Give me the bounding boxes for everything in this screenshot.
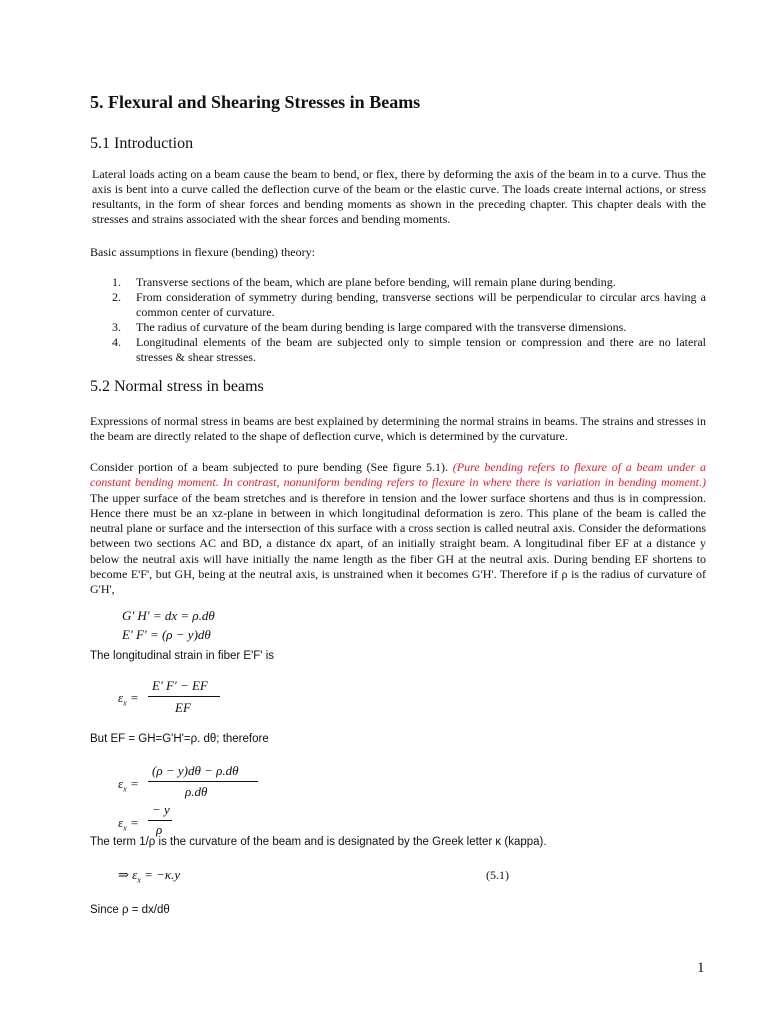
equation-strain-lhs: $\varepsilon_x$ = <box>118 690 139 708</box>
fraction-bar <box>148 781 258 782</box>
assumption-text: Transverse sections of the beam, which are plane before bending, will remain plane during bending. <box>136 275 616 289</box>
assumption-text: Longitudinal elements of the beam are subjected only to simple tension or compression and there are no lateral stresses & shear stresses. <box>136 335 706 364</box>
assumption-item <box>92 320 706 335</box>
equation-5-lhs: $\varepsilon_x$ = <box>118 815 139 833</box>
pure-bending-note: (Pure bending refers to flexure of a beam under a constant bending moment. In contrast, nonuniform bending refers to flexure in where there is variation in bending moment.) <box>90 460 706 490</box>
equation-5-numerator: − y <box>152 802 170 817</box>
equation-number-5-1: (5.1) <box>486 868 509 882</box>
page-title: 5. Flexural and Shearing Stresses in Beams <box>90 92 421 112</box>
assumption-text: The radius of curvature of the beam during bending is large compared with the transverse dimensions. <box>136 320 627 334</box>
page-number: 1 <box>697 960 705 976</box>
assumption-number: 1. <box>112 275 121 289</box>
assumption-item <box>92 335 706 365</box>
fraction-bar <box>148 820 172 821</box>
equation-5-denominator: ρ <box>156 822 163 837</box>
introduction-paragraph: Lateral loads acting on a beam cause the beam to bend, or flex, there by deforming the axis of the beam in to a curve. Thus the axis is bent into a curve called the deflection curve of the beam or the elastic curve. The loads create internal actions, or stress resultants, in the form of shear forces and bending moments as shown in the preceding chapter. This chapter deals with the stresses and strains associated with the shear forces and bending moments. <box>92 167 706 226</box>
assumptions-intro: Basic assumptions in flexure (bending) theory: <box>90 245 315 259</box>
assumption-item <box>92 290 706 320</box>
section-heading-normal-stress: 5.2 Normal stress in beams <box>90 378 264 395</box>
fraction-bar <box>148 696 220 697</box>
assumption-number: 2. <box>112 290 121 304</box>
equation-ef: E' F' = (ρ − y)dθ <box>122 627 211 642</box>
equation-gh: G' H' = dx = ρ.dθ <box>122 608 215 623</box>
normal-stress-paragraph-2 <box>90 460 706 598</box>
strain-text: The longitudinal strain in fiber E'F' is <box>90 650 275 662</box>
equation-4-lhs: $\varepsilon_x$ = <box>118 776 139 794</box>
normal-stress-paragraph-1: Expressions of normal stress in beams are best explained by determining the normal strains in beams. The strains and stresses in the beam are directly related to the shape of deflection curve, which is determined by the curvature. <box>90 414 706 443</box>
paragraph-2-start: Consider portion of a beam subjected to pure bending (See figure 5.1). <box>90 460 453 474</box>
assumption-item <box>92 275 706 290</box>
since-text: Since ρ = dx/dθ <box>90 904 170 916</box>
section-heading-introduction: 5.1 Introduction <box>90 135 194 152</box>
paragraph-2-rest: The upper surface of the beam stretches and is therefore in tension and the lower surface shortens and thus is in compression. Hence there must be an xz-plane in between in which longitudinal deformation is zero. This plane of the beam is called the neutral plane or surface and the intersection of this surface with a cross section is called neutral axis. Consider the deformations between two sections AC and BD, a distance dx apart, of an initially straight beam. A longitudinal fiber EF at a distance y below the neutral axis will have initially the name length as the fiber GH at the neutral axis. During bending EF shortens to become E'F', but GH, being at the neutral axis, is unstrained when it becomes G'H'. Therefore if ρ is the radius of curvature of G'H', <box>90 490 706 597</box>
curvature-text: The term 1/ρ is the curvature of the beam and is designated by the Greek letter κ (kappa). <box>90 836 547 848</box>
equation-strain-numerator: E' F' − EF <box>152 678 208 693</box>
equation-4-denominator: ρ.dθ <box>185 784 208 799</box>
assumption-text: From consideration of symmetry during bending, transverse sections will be perpendicular to circular arcs having a common center of curvature. <box>136 290 706 319</box>
but-text: But EF = GH=G'H'=ρ. dθ; therefore <box>90 733 269 745</box>
equation-strain-denominator: EF <box>175 700 191 715</box>
assumption-number: 3. <box>112 320 121 334</box>
equation-4-numerator: (ρ − y)dθ − ρ.dθ <box>152 763 239 778</box>
equation-5-1: ⇒ $\varepsilon_x = -\kappa.y$ <box>118 867 181 885</box>
assumptions-list <box>92 275 706 365</box>
assumption-number: 4. <box>112 335 121 349</box>
